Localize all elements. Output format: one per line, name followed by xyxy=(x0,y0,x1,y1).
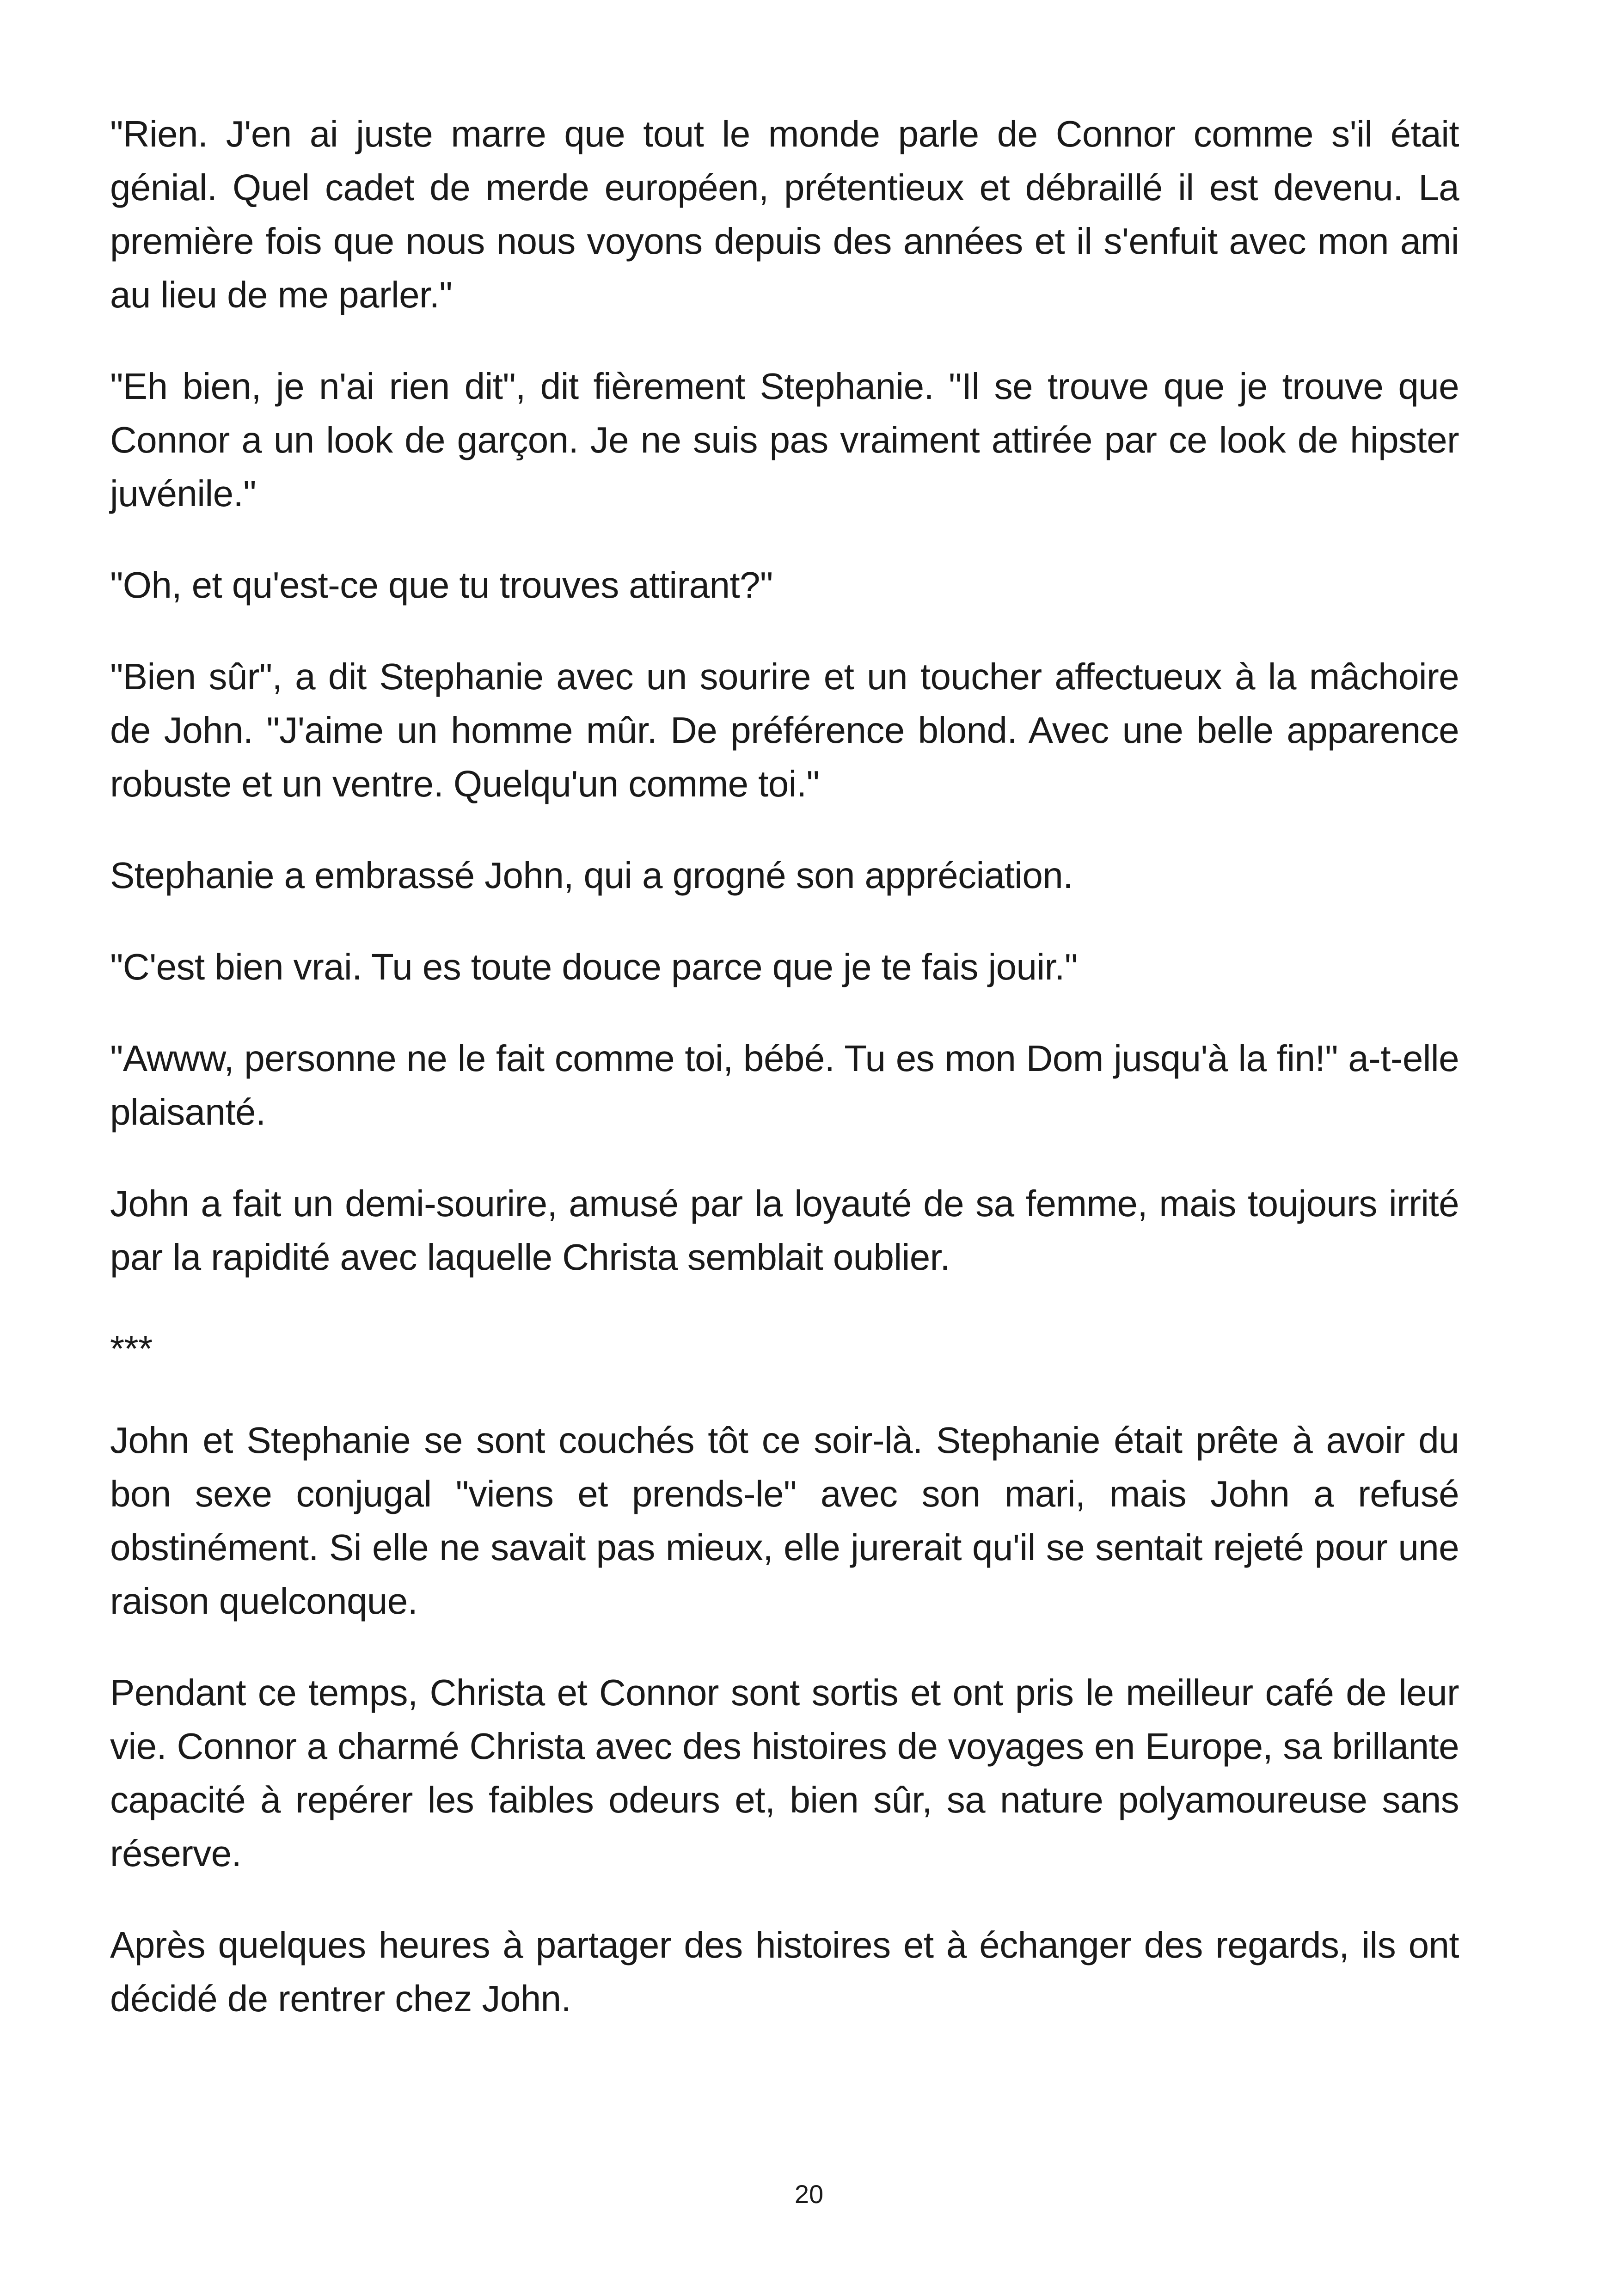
paragraph: "Bien sûr", a dit Stephanie avec un sourire et un toucher affectueux à la mâchoire de John. "J'aime un homme mûr. De préférence blond. Avec une belle apparence robuste et un ventre. Quelqu'un comme toi." xyxy=(110,656,1459,804)
paragraph: Après quelques heures à partager des histoires et à échanger des regards, ils ont décidé de rentrer chez John. xyxy=(110,1924,1459,2019)
scene-break: *** xyxy=(110,1328,153,1369)
paragraph: "Oh, et qu'est-ce que tu trouves attirant?" xyxy=(110,564,773,606)
page-number: 20 xyxy=(794,2180,824,2209)
paragraph: "Awww, personne ne le fait comme toi, bébé. Tu es mon Dom jusqu'à la fin!" a-t-elle plaisanté. xyxy=(110,1038,1459,1133)
paragraph: "Eh bien, je n'ai rien dit", dit fièrement Stephanie. "Il se trouve que je trouve que Connor a un look de garçon. Je ne suis pas vraiment attirée par ce look de hipster juvénile." xyxy=(110,366,1459,514)
text-body xyxy=(110,107,1459,2063)
paragraph: Stephanie a embrassé John, qui a grogné son appréciation. xyxy=(110,855,1073,896)
paragraph: John et Stephanie se sont couchés tôt ce soir-là. Stephanie était prête à avoir du bon sexe conjugal "viens et prends-le" avec son mari, mais John a refusé obstinément. Si elle ne savait pas mieux, elle jurerait qu'il se sentait rejeté pour une raison quelconque. xyxy=(110,1420,1459,1622)
paragraph: "Rien. J'en ai juste marre que tout le monde parle de Connor comme s'il était génial. Quel cadet de merde européen, prétentieux et débraillé il est devenu. La première fois que nous nous voyons depuis des années et il s'enfuit avec mon ami au lieu de me parler." xyxy=(110,113,1459,315)
paragraph: John a fait un demi-sourire, amusé par la loyauté de sa femme, mais toujours irrité par la rapidité avec laquelle Christa semblait oublier. xyxy=(110,1183,1459,1278)
paragraph: Pendant ce temps, Christa et Connor sont sortis et ont pris le meilleur café de leur vie. Connor a charmé Christa avec des histoires de voyages en Europe, sa brillante capacité à repérer les faibles odeurs et, bien sûr, sa nature polyamoureuse sans réserve. xyxy=(110,1672,1459,1874)
paragraph: "C'est bien vrai. Tu es toute douce parce que je te fais jouir." xyxy=(110,946,1078,987)
